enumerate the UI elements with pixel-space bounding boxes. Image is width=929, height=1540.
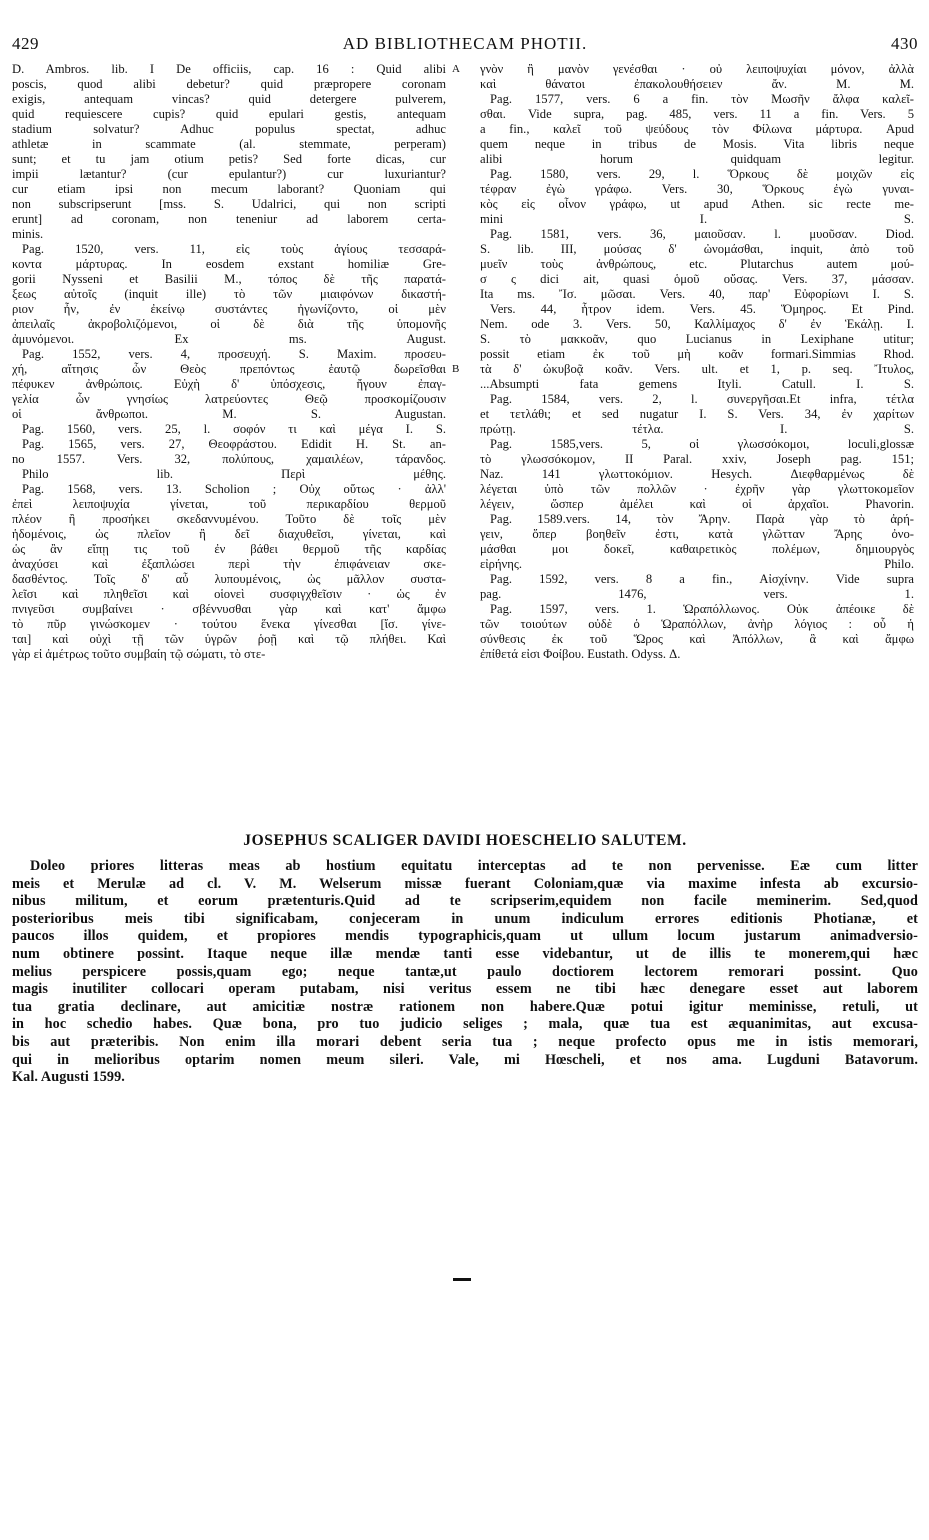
- left-column-line: stadium solvatur? Adhuc populus spectat, adhuc: [12, 122, 446, 136]
- letter-title: JOSEPHUS SCALIGER DAVIDI HOESCHELIO SALUTEM.: [243, 832, 687, 849]
- letter-line: in hoc schedio habes. Quæ bona, pro tuo judicio seliges ; mala, quæ tua est æquanimitas, aut excusa-: [12, 1016, 918, 1033]
- left-column-line: D. Ambros. lib. I De officiis, cap. 16 : Quid alibi: [12, 62, 446, 76]
- right-column-line: alibi horum quidquam legitur.: [480, 152, 914, 166]
- letter-line: Doleo priores litteras meas ab hostium equitatu interceptas ad te non pervenisse. Eæ cum litter: [30, 858, 918, 874]
- left-column-line: ὡς ἂν εἴπῃ τις τοῦ ἐν βάθει θερμοῦ τῆς καρδίας: [12, 542, 446, 556]
- left-column-line: non subscripserunt [mss. S. Udalrici, qui non scripti: [12, 197, 446, 211]
- right-column-line: pag. 1476, vers. 1.: [480, 587, 914, 601]
- letter-line: posterioribus meis tibi significabam, conjeceram in unum indiculum errores editionis Photianæ, et: [12, 910, 918, 927]
- left-column-line: δασθέντος. Τοῖς δ' αὖ λυπουμένοις, ὡς μᾶλλον συστα-: [12, 572, 446, 586]
- right-column-line: μυεῖν τοὺς ἀνθρώπους, etc. Plutarchus autem μού-: [480, 257, 914, 271]
- right-column-line: σ ς dici ait, quasi ὁμοῦ οὔσας. Vers. 37, μάσσαν.: [480, 272, 914, 286]
- left-column-line: erunt] ad coronam, non teneniur ad laborem certa-: [12, 212, 446, 226]
- right-column-line: S. lib. III, μούσας δ' ὠνομάσθαι, inquit, ἀπὸ τοῦ: [480, 242, 914, 256]
- letter-line: meis et Merulæ ad cl. V. M. Welserum missæ fuerant Coloniam,quæ via maxime infesta ab excursio-: [12, 875, 918, 892]
- right-column-line: κὸς εἰς οἶνον γράφω, ut apud Athen. sic recte me-: [480, 197, 914, 211]
- left-column-line: impii lætantur? (cur epulantur?) cur luxuriantur?: [12, 167, 446, 181]
- right-column-line: γειν, ὅπερ βοηθεῖν ἐστι, κατὰ γλῶτταν Ἄρης ὀνο-: [480, 527, 914, 541]
- right-column-line: quem neque in tribus de Mosis. Vita libris neque: [480, 137, 914, 151]
- left-column-line: τὸ πῦρ γινώσκομεν · τούτου ἕνεκα γίνεσθαι [ἴσ. γίνε-: [12, 617, 446, 631]
- left-column-line: ἀπειλαῖς ἀκροβολιζόμενοι, οἱ δὲ διὰ τῆς ὑπομονῆς: [12, 317, 446, 331]
- right-column-line: Pag. 1589.vers. 14, τὸν Ἄρην. Παρὰ γὰρ τὸ ἀρή-: [490, 512, 914, 526]
- right-column-line: Pag. 1584, vers. 2, l. συνεργῆσαι.Et infra, τέτλα: [490, 392, 914, 406]
- letter-body: [12, 858, 918, 1087]
- two-column-notes: [12, 58, 918, 828]
- right-column-line: Pag. 1585,vers. 5, οἱ γλωσσόκομοι, loculi,glossæ: [490, 437, 914, 451]
- left-column-line: ριον ἦν, ἐν ἐκείνῳ συστάντες ἠγωνίζοντο, οἱ μὲν: [12, 302, 446, 316]
- left-column-line: cur etiam ipsi non mecum laborant? Quoniam qui: [12, 182, 446, 196]
- running-header: [12, 28, 918, 58]
- left-column-line: Pag. 1568, vers. 13. Scholion ; Οὐχ οὕτως · ἀλλ': [22, 482, 446, 496]
- left-column-line: exigis, antequam vincas? quid detergere pulverem,: [12, 92, 446, 106]
- left-column-line: Pag. 1552, vers. 4, προσευχή. S. Maxim. προσευ-: [22, 347, 446, 361]
- left-column-line: ξεως αὐτοῖς (inquit ille) τὸ τῶν μιαιφόνων δικαστή-: [12, 287, 446, 301]
- letter-line: num obtinere possint. Itaque neque illæ mendæ tanti esse videbantur, ut de illis te monerem,qui hæc: [12, 945, 918, 962]
- end-rule: [453, 1278, 471, 1281]
- right-column-line: ...Absumpti fata gemens Ityli. Catull. I. S.: [480, 377, 914, 391]
- page-number-left: 429: [12, 34, 39, 53]
- left-column-line: Pag. 1565, vers. 27, Θεοφράστου. Edidit H. St. an-: [22, 437, 446, 451]
- right-column-line: et τετλάθι; et sed nugatur I. S. Vers. 34, ἐν χαρίτων: [480, 407, 914, 421]
- right-column-line: possit etiam ἐκ τοῦ μὴ κοᾶν formari.Simmias Rhod.: [480, 347, 914, 361]
- letter-line: magis inutiliter collocari operam putabam, nisi veritus essem ne tibi hæc denegare esset aut laborem: [12, 981, 918, 998]
- letter-line: qui in melioribus optarim nomen meum sileri. Vale, mi Hœscheli, et nos ama. Lugduni Batavorum.: [12, 1051, 918, 1068]
- left-column-line: ται] καὶ οὐχὶ τῇ τῶν ὑγρῶν ῥοῇ καὶ τῷ πλήθει. Καὶ: [12, 632, 446, 646]
- left-column-line: πνιγεῦσι συμβαίνει · σβέννυσθαι γὰρ καὶ κατ' ἄμφω: [12, 602, 446, 616]
- right-column-line: Pag. 1597, vers. 1. Ὡραπόλλωνος. Οὐκ ἀπέοικε δὲ: [490, 602, 914, 616]
- right-column-line: σθαι. Vide supra, pag. 485, vers. 11 a fin. Vers. 5: [480, 107, 914, 121]
- left-column-line: Pag. 1560, vers. 25, l. σοφόν τι καὶ μέγα I. S.: [22, 422, 446, 436]
- left-column-line: sunt; et tu jam otium petis? Sed forte dicas, cur: [12, 152, 446, 166]
- right-column-line: ἐπίθετά εἰσι Φοίβου. Eustath. Odyss. Δ.: [480, 647, 681, 661]
- letter-line: nibus militum, et eorum prætenturis.Quid ad te scripserim,equidem non facile meminerim. Sed,quod: [12, 893, 918, 910]
- right-column-line: Vers. 44, ἧτρον idem. Vers. 45. Ὅμηρος. Et Pind.: [490, 302, 914, 316]
- right-column-line: Nem. ode 3. Vers. 50, Καλλίμαχος δ' ἐν Ἑκάλῃ. I.: [480, 317, 914, 331]
- letter-line: bis aut præteribis. Non enim illa morari debent seria tua ; neque profecto opus me in istis memorari,: [12, 1033, 918, 1050]
- right-column-line: καὶ θάνατοι ἐπακολουθήσειεν ἄν. M. M.: [480, 77, 914, 91]
- left-column-line: ἀναχύσει καὶ ἐξαπλώσει περὶ τὴν ἐπιφάνειαν σκε-: [12, 557, 446, 571]
- right-column-line: εἰρήνης. Philo.: [480, 557, 914, 571]
- right-column-line: τὸ γλωσσόκομον, II Paral. xxiv, Joseph pag. 151;: [480, 452, 914, 466]
- left-column-line: χή, αἴτησις ὧν Θεὸς πρεπόντως ἑαυτῷ δωρεῖσθαι: [12, 362, 446, 376]
- right-column-line: λέγειν, ὥσπερ ἀμέλει καὶ οἱ ἀρχαῖοι. Phavorin.: [480, 497, 914, 511]
- margin-marker-b: B: [452, 363, 460, 375]
- margin-marker-a: A: [452, 63, 460, 75]
- right-column-line: τὰ δ' ὠκυβοᾷ κοᾶν. Vers. ult. et 1, p. seq. Ἴτυλος,: [480, 362, 914, 376]
- left-column-line: minis.: [12, 227, 44, 241]
- right-column-line: μάσθαι μοι δοκεῖ, καθαιρετικὸς πολέμων, δημιουργὸς: [480, 542, 914, 556]
- right-column-line: S. τὸ μακκοᾶν, quo Lucianus in Lexiphane utitur;: [480, 332, 914, 346]
- left-column-line: πλέον ἢ προσήκει σκεδαννυμένου. Τοῦτο δὲ τοῖς μὲν: [12, 512, 446, 526]
- left-column-line: quid requiescere cupis? quid epulari gestis, antequam: [12, 107, 446, 121]
- letter-line: melius perspicere possis,quam ego; neque tantæ,ut paulo doctiorem lectorem remorari possint. Quo: [12, 963, 918, 980]
- left-column-line: athletæ in scammate (al. stemmate, perperam): [12, 137, 446, 151]
- left-column-line: γὰρ εἰ ἀμέτρως τοῦτο συμβαίη τῷ σώματι, τὸ στε-: [12, 647, 266, 661]
- right-column-line: τῶν τοιούτων οὐδὲ ὁ Ὡραπόλλων, ἀνὴρ λόγιος : οὗ ἡ: [480, 617, 914, 631]
- left-column-line: ἡδομένοις, ὡς πλεῖον ἢ δεῖ διαχυθεῖσι, γίνεται, καὶ: [12, 527, 446, 541]
- left-column-line: poscis, quod alibi debetur? quid præpropere coronam: [12, 77, 446, 91]
- right-column-line: Pag. 1580, vers. 29, l. Ὅρκους δὲ μοιχῶν εἰς: [490, 167, 914, 181]
- document-page: [12, 28, 918, 1087]
- right-column-line: Pag. 1592, vers. 8 a fin., Αἰσχίνην. Vide supra: [490, 572, 914, 586]
- left-column-line: ἀμυνόμενοι. Ex ms. August.: [12, 332, 446, 346]
- right-column-line: σύνθεσις ἐκ τοῦ Ὥρος καὶ Ἀπόλλων, ἃ καὶ ἄμφω: [480, 632, 914, 646]
- left-column-line: no 1557. Vers. 32, πολύπους, χαμαιλέων, τάρανδος.: [12, 452, 446, 466]
- right-column-line: a fin., καλεῖ τοῦ ψεύδους τὸν Φίλωνα μάρτυρα. Apud: [480, 122, 914, 136]
- right-column-line: γνὸν ἢ μανὸν γενέσθαι · οὐ λειποψυχίαι μόνον, ἀλλὰ: [480, 62, 914, 76]
- left-column-line: γελία ὧν γνησίως λατρεύοντες Θεῷ προσκομίζουσιν: [12, 392, 446, 406]
- left-column-line: Pag. 1520, vers. 11, εἰς τοὺς ἁγίους τεσσαρά-: [22, 242, 446, 256]
- right-column-line: τέφραν ἐγὼ γράφω. Vers. 30, Ὅρκους ἐγὼ γυναι-: [480, 182, 914, 196]
- letter-line: Kal. Augusti 1599.: [12, 1069, 125, 1086]
- right-column-line: Naz. 141 γλωττοκόμιον. Hesych. Διεφθαρμένως δὲ: [480, 467, 914, 481]
- right-column-line: mini I. S.: [480, 212, 914, 226]
- letter-line: tua gratia declinare, aut amicitiæ nostræ rationem non habere.Quæ potui igitur meminisse, retuli, ut: [12, 998, 918, 1015]
- page-number-right: 430: [891, 34, 918, 53]
- right-column-line: πρώτῃ. τέτλα. I. S.: [480, 422, 914, 436]
- left-column-line: οἱ ἄνθρωποι. M. S. Augustan.: [12, 407, 446, 421]
- left-column-line: ἐπεὶ λειποψυχία γίνεται, τοῦ περικαρδίου θερμοῦ: [12, 497, 446, 511]
- right-column-line: Pag. 1577, vers. 6 a fin. τὸν Μωσῆν ἄλφα καλεῖ-: [490, 92, 914, 106]
- right-column-line: Pag. 1581, vers. 36, μαιοῦσαν. l. μυοῦσαν. Diod.: [490, 227, 914, 241]
- left-column-line: λεῖσι καὶ πληθεῖσι καὶ οἱονεὶ συσφιγχθεῖσιν · ὡς ἐν: [12, 587, 446, 601]
- left-column-line: κοντα μάρτυρας. In eosdem exstant homiliæ Gre-: [12, 257, 446, 271]
- left-column: [12, 62, 446, 662]
- left-column-line: πέφυκεν ἀνθρώποις. Εὐχὴ δ' ὑπόσχεσις, ἤγουν ἐπαγ-: [12, 377, 446, 391]
- left-column-line: Philo lib. Περὶ μέθης.: [22, 467, 446, 481]
- right-column-line: Ita ms. Ἴσ. μῶσαι. Vers. 40, παρ' Εὐφορίωνι I. S.: [480, 287, 914, 301]
- right-column: [480, 62, 914, 662]
- running-title: AD BIBLIOTHECAM PHOTII.: [342, 34, 588, 53]
- right-column-line: λέγεται ὑπὸ τῶν πολλῶν · ἐχρῆν γὰρ γλωττοκομεῖον: [480, 482, 914, 496]
- left-column-line: gorii Nysseni et Basilii M., τόπος δὲ τῆς παρατά-: [12, 272, 446, 286]
- letter-line: paucos illos quidem, et propiores mendis typographicis,quam ut ullum locum justarum animadversio-: [12, 928, 918, 945]
